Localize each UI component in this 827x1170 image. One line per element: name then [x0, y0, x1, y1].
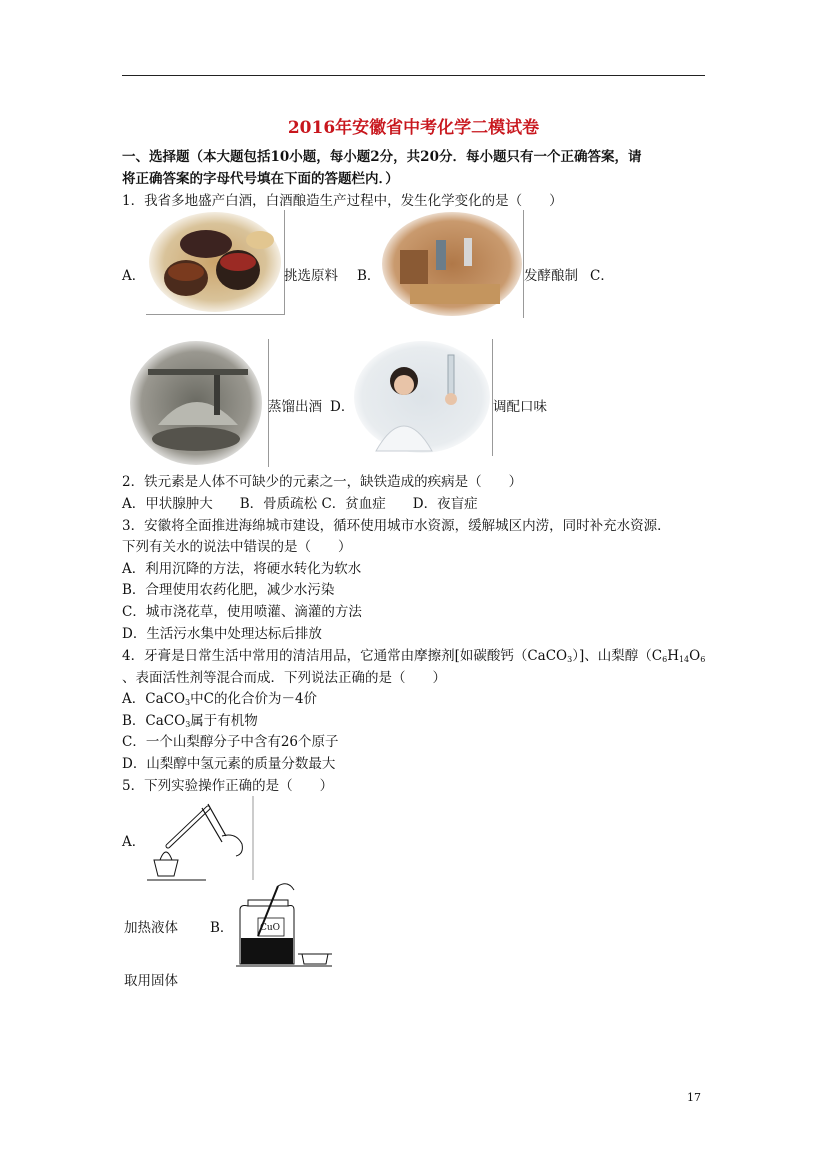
q1-option-d-letter: D． [330, 399, 355, 415]
q5-option-a-text: 加热液体 [124, 920, 178, 936]
q1-option-c-image [128, 339, 269, 467]
q4-stem-line2: 、表面活性剂等混合而成．下列说法正确的是（ ） [122, 670, 446, 686]
lab-technician-icon [352, 339, 492, 456]
bottle-label: CuO [260, 923, 281, 933]
q4-option-a-part2: 中C的化合价为－4价 [190, 691, 318, 707]
q4-option-a-part1: A．CaCO [122, 691, 186, 707]
q4-option-a [122, 687, 317, 707]
q5-option-a-letter: A． [122, 834, 146, 850]
section-header-line2: 将正确答案的字母代号填在下面的答题栏内．） [122, 171, 399, 187]
q5-stem: 5．下列实验操作正确的是（ ） [122, 778, 334, 794]
page-title: 2016年安徽省中考化学二模试卷 [287, 118, 540, 138]
q1-stem: 1．我省多地盛产白酒，白酒酿造生产过程中，发生化学变化的是（ ） [122, 193, 563, 209]
q4-option-a-sub: 3 [185, 698, 191, 707]
q4-option-b-sub: 3 [185, 720, 191, 729]
q3-option-d: D．生活污水集中处理达标后排放 [122, 626, 322, 642]
q1-option-b-letter: B． [357, 268, 381, 284]
q3-option-a: A．利用沉降的方法，将硬水转化为软水 [122, 561, 362, 577]
q4-stem-part3: H [667, 648, 679, 664]
distillation-equipment-icon [128, 339, 268, 467]
section-header-line1: 一、选择题（本大题包括10小题，每小题2分，共20分．每小题只有一个正确答案，请 [122, 149, 642, 165]
q4-stem-sub2: 6 [662, 655, 668, 664]
q4-stem-sub3: 14 [678, 655, 690, 664]
q1-option-c-text: 蒸馏出酒 [268, 399, 322, 415]
q1-option-c-letter: C． [590, 268, 614, 284]
heating-test-tube-icon [146, 796, 256, 882]
q4-option-c: C．一个山梨醇分子中含有26个原子 [122, 734, 339, 750]
q5-option-a-image [146, 796, 256, 882]
q4-option-b-part1: B．CaCO [122, 713, 186, 729]
q4-stem-part2: ）]、山梨醇（C [572, 648, 663, 664]
q4-stem-line1 [122, 644, 705, 664]
page-number: 17 [687, 1091, 701, 1104]
q1-option-d-image [352, 339, 493, 456]
q2-stem: 2．铁元素是人体不可缺少的元素之一，缺铁造成的疾病是（ ） [122, 474, 523, 490]
q4-option-b-part2: 属于有机物 [190, 713, 258, 729]
q1-option-b-text: 发酵酿制 [524, 268, 578, 284]
q4-option-b [122, 709, 258, 729]
section-header [122, 146, 712, 190]
q2-options: A．甲状腺肿大 B．骨质疏松 C．贫血症 D．夜盲症 [122, 496, 478, 512]
q5-option-b-image [234, 880, 334, 968]
q4-stem-sub4: 6 [700, 655, 706, 664]
header-rule [122, 75, 705, 76]
reagent-bottle-icon [234, 880, 334, 968]
q3-stem-line1: 3．安徽将全面推进海绵城市建设，循环使用城市水资源，缓解城区内涝，同时补充水资源． [122, 518, 671, 534]
q5-option-b-text: 取用固体 [124, 973, 178, 989]
q4-option-d: D．山梨醇中氢元素的质量分数最大 [122, 756, 336, 772]
q1-option-b-image [380, 210, 524, 318]
q4-stem-part1: 4．牙膏是日常生活中常用的清洁用品，它通常由摩擦剂[如碳酸钙（CaCO [122, 648, 568, 664]
q4-stem-part4: O [689, 648, 701, 664]
q5-option-b-letter: B． [210, 920, 234, 936]
grain-bowls-icon [146, 210, 284, 314]
fermentation-workshop-icon [380, 210, 523, 318]
q1-option-d-text: 调配口味 [493, 399, 547, 415]
q1-option-a-letter: A． [122, 268, 146, 284]
q1-option-a-text: 挑选原料 [284, 268, 338, 284]
q3-stem-line2: 下列有关水的说法中错误的是（ ） [122, 539, 352, 555]
q3-option-c: C．城市浇花草，使用喷灌、滴灌的方法 [122, 604, 362, 620]
q1-option-a-image [146, 210, 285, 315]
q4-stem-sub1: 3 [567, 655, 573, 664]
q3-option-b: B．合理使用农药化肥，减少水污染 [122, 582, 335, 598]
